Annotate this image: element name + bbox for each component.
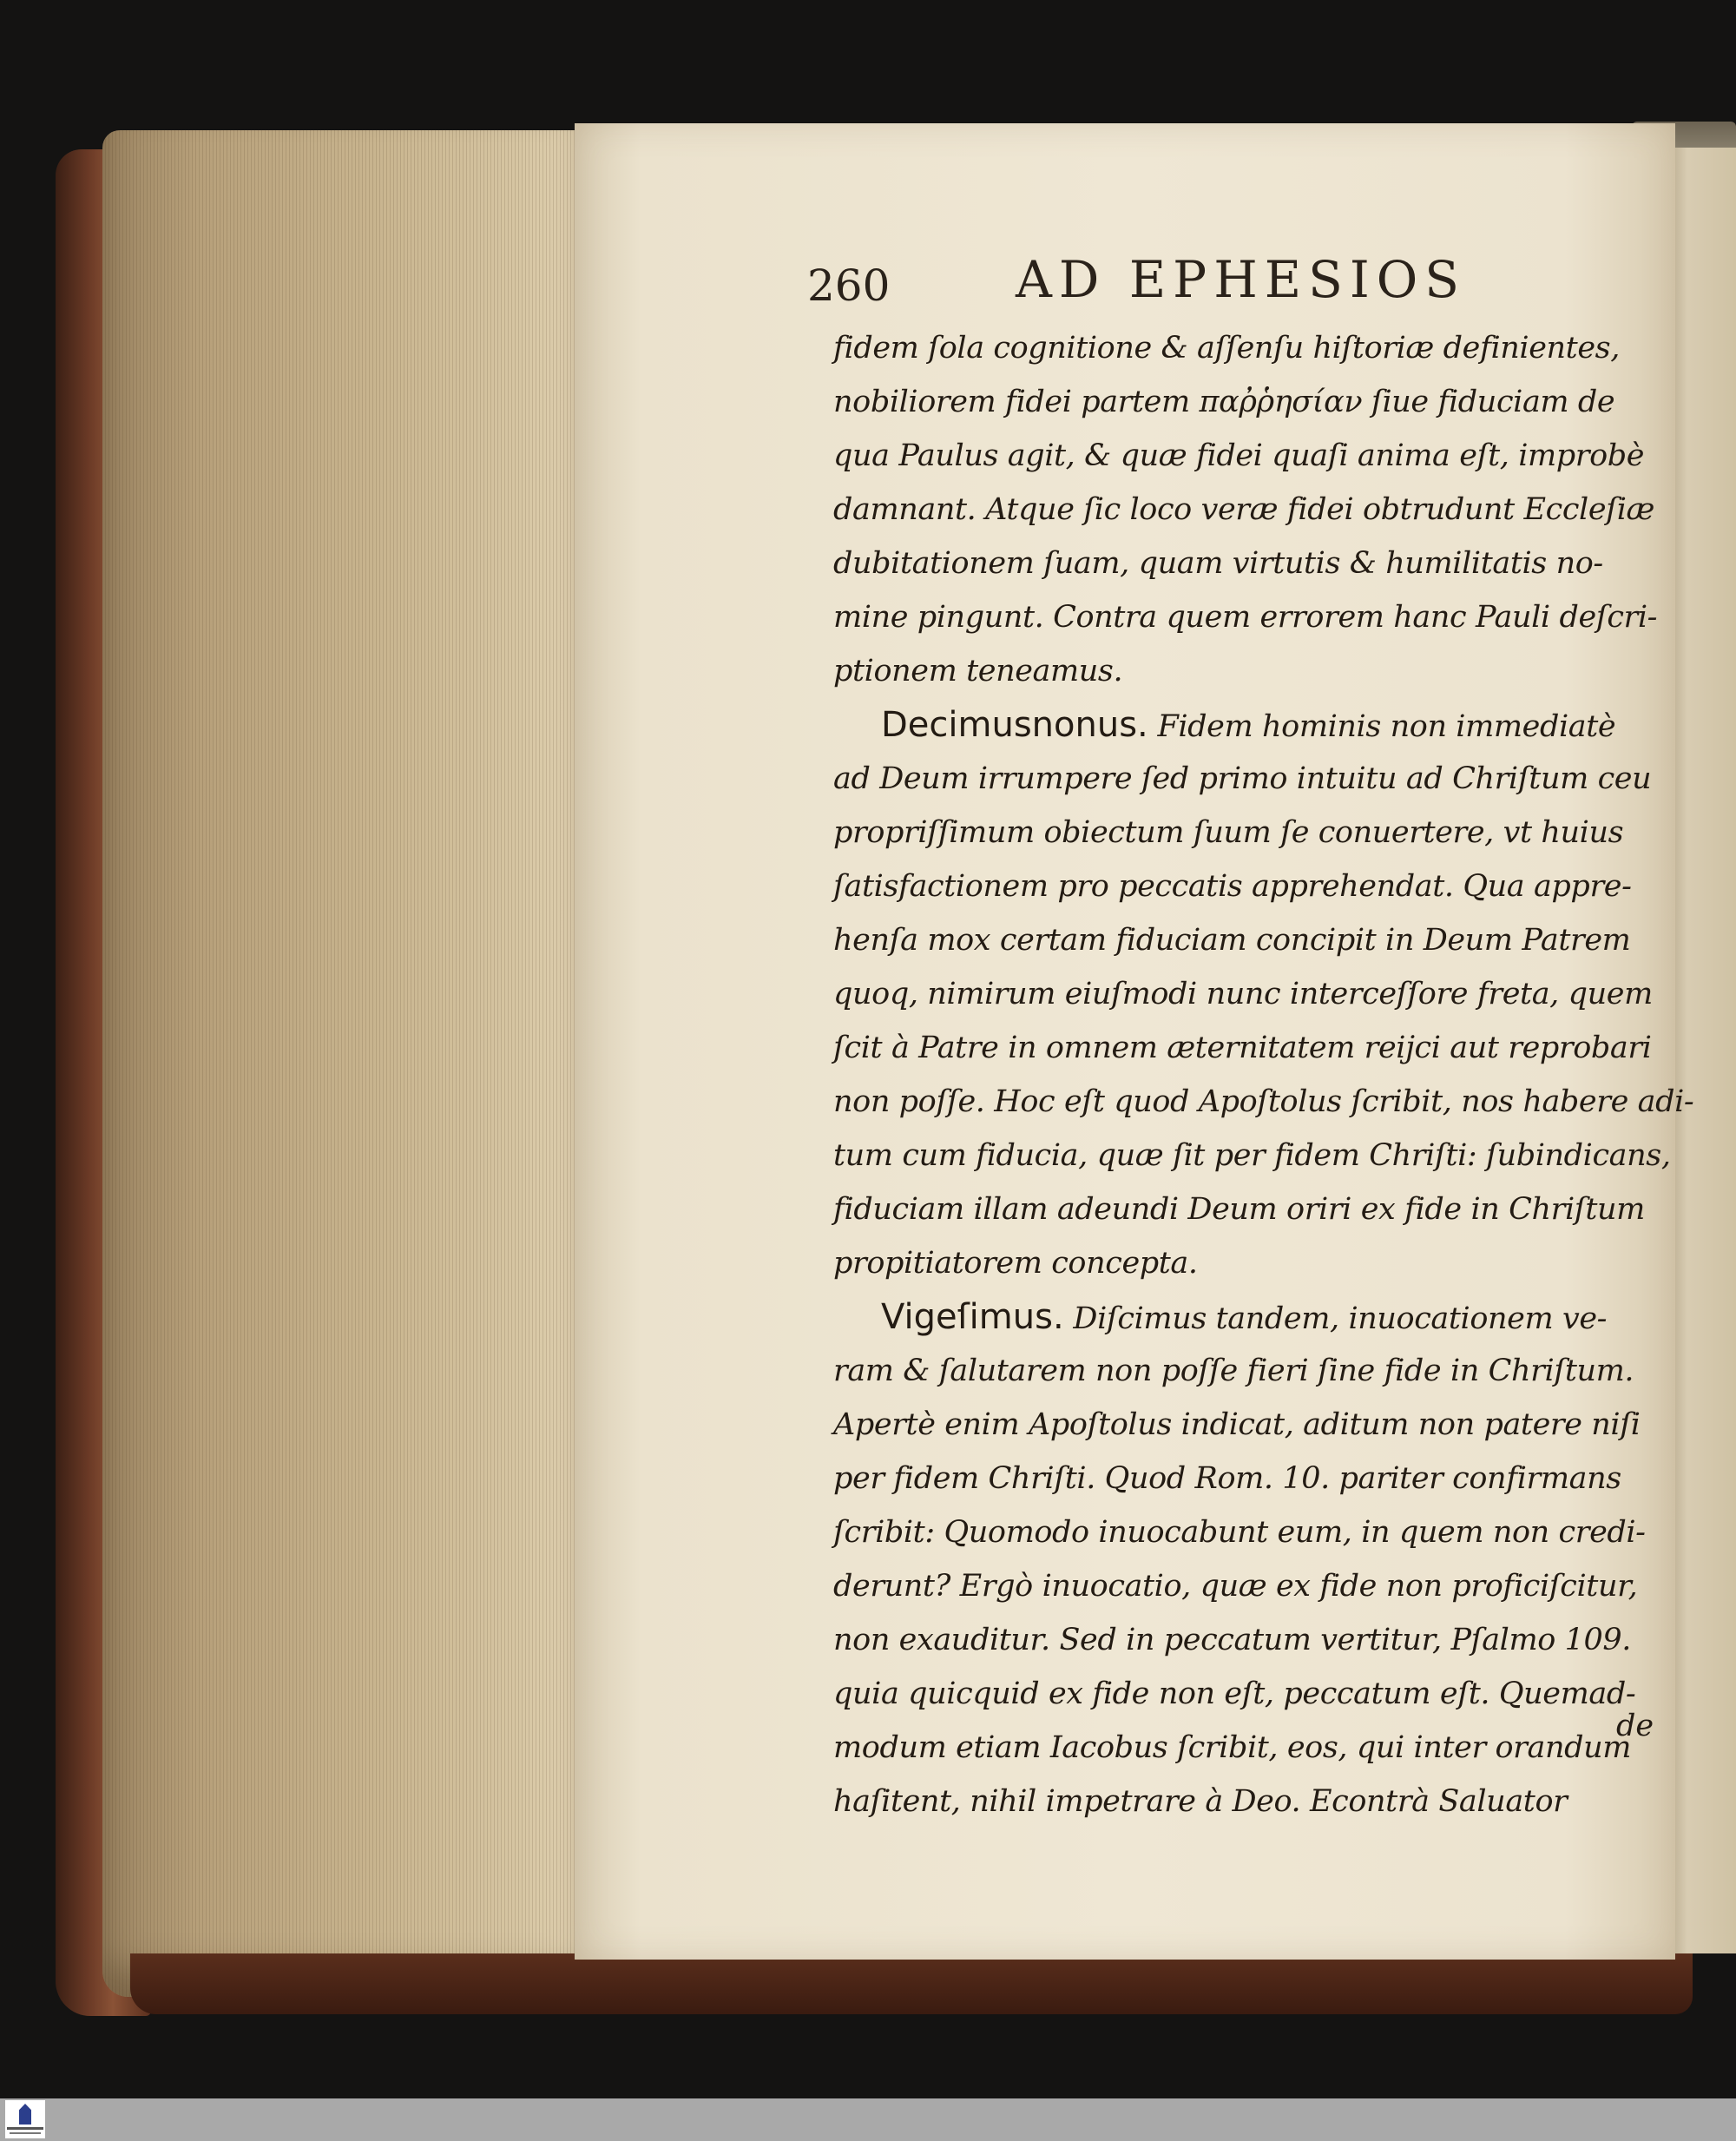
line-text: ram & ſalutarem non poſſe fieri ſine fide in Chriſtum. bbox=[833, 1354, 1634, 1388]
catchword: de bbox=[1616, 1709, 1654, 1743]
line-text: Fidem hominis non immediatè bbox=[1157, 709, 1616, 744]
text-line bbox=[833, 1559, 1649, 1613]
line-text: ad Deum irrumpere ſed primo intuitu ad Chriſtum ceu bbox=[833, 761, 1652, 796]
book-fore-edge bbox=[102, 130, 589, 1997]
line-text: propriſſimum obiectum ſuum ſe conuertere, vt huius bbox=[833, 815, 1624, 850]
line-text: non poſſe. Hoc eſt quod Apoſtolus ſcribit, nos habere adi- bbox=[833, 1084, 1694, 1119]
text-line bbox=[833, 1398, 1649, 1452]
line-text: mine pingunt. Contra quem errorem hanc Pauli deſcri- bbox=[833, 600, 1658, 635]
line-text: fidem ſola cognitione & aſſenſu hiſtoriæ definientes, bbox=[833, 331, 1620, 366]
line-text: quia quicquid ex fide non eſt, peccatum eſt. Quemad- bbox=[833, 1677, 1636, 1711]
text-line bbox=[833, 1075, 1694, 1129]
text-line bbox=[833, 1721, 1649, 1775]
viewer-footer-bar bbox=[0, 2098, 1736, 2141]
text-line bbox=[833, 1236, 1649, 1290]
text-line bbox=[833, 321, 1649, 375]
text-line bbox=[833, 1613, 1649, 1667]
text-line bbox=[833, 483, 1654, 537]
text-line bbox=[833, 1344, 1649, 1398]
text-line bbox=[833, 1182, 1649, 1236]
text-line bbox=[833, 537, 1649, 590]
text-line bbox=[833, 375, 1649, 429]
section-heading: Decimusnonus. bbox=[881, 705, 1148, 745]
text-line bbox=[833, 1667, 1649, 1721]
body-text bbox=[833, 321, 1694, 1828]
text-line bbox=[833, 752, 1652, 806]
line-text: Diſcimus tandem, inuocationem ve- bbox=[1073, 1301, 1608, 1336]
text-line bbox=[833, 1290, 1649, 1344]
line-text: tum cum fiducia, quæ ſit per fidem Chriſti: ſubindicans, bbox=[833, 1138, 1671, 1173]
line-text: haſitent, nihil impetrare à Deo. Econtrà Saluator bbox=[833, 1784, 1568, 1819]
line-text: quoq, nimirum eiuſmodi nunc interceſſore freta, quem bbox=[833, 977, 1653, 1011]
text-line bbox=[833, 1775, 1649, 1828]
text-line bbox=[833, 1452, 1649, 1505]
line-text: nobiliorem fidei partem παῤῥησίαν ſiue fiduciam de bbox=[833, 385, 1615, 419]
text-line bbox=[833, 1021, 1652, 1075]
text-line bbox=[833, 429, 1649, 483]
text-line bbox=[833, 806, 1649, 860]
book-cover-bottom bbox=[130, 1953, 1693, 2014]
line-text: henſa mox certam fiduciam concipit in Deum Patrem bbox=[833, 923, 1631, 958]
line-text: non exauditur. Sed in peccatum vertitur, Pſalmo 109. bbox=[833, 1623, 1631, 1657]
text-line bbox=[833, 1129, 1671, 1182]
text-line bbox=[833, 860, 1649, 913]
running-title: AD EPHESIOS bbox=[1016, 250, 1467, 309]
line-text: ptionem teneamus. bbox=[833, 654, 1123, 688]
library-logo bbox=[5, 2100, 45, 2138]
facing-page-edge bbox=[1667, 148, 1736, 1953]
text-line bbox=[833, 698, 1649, 752]
line-text: derunt? Ergò inuocatio, quæ ex fide non proficiſcitur, bbox=[833, 1569, 1638, 1604]
line-text: Apertè enim Apoſtolus indicat, aditum non patere niſi bbox=[833, 1407, 1641, 1442]
text-line bbox=[833, 590, 1658, 644]
line-text: qua Paulus agit, & quæ fidei quaſi anima eſt, improbè bbox=[833, 438, 1645, 473]
text-line bbox=[833, 644, 1649, 698]
page-number: 260 bbox=[807, 260, 891, 311]
text-line bbox=[833, 1505, 1649, 1559]
line-text: damnant. Atque ſic loco veræ fidei obtrudunt Eccleſiæ bbox=[833, 492, 1654, 527]
line-text: fiduciam illam adeundi Deum oriri ex fide in Chriſtum bbox=[833, 1192, 1645, 1227]
line-text: ſatisfactionem pro peccatis apprehendat. Qua appre- bbox=[833, 869, 1632, 904]
logo-text-line bbox=[7, 2127, 43, 2130]
line-text: propitiatorem concepta. bbox=[833, 1246, 1198, 1281]
logo-emblem-icon bbox=[19, 2104, 31, 2125]
logo-text-line bbox=[10, 2132, 41, 2134]
line-text: dubitationem ſuam, quam virtutis & humilitatis no- bbox=[833, 546, 1603, 581]
text-line bbox=[833, 913, 1649, 967]
line-text: ſcribit: Quomodo inuocabunt eum, in quem non credi- bbox=[833, 1515, 1646, 1550]
text-line bbox=[833, 967, 1653, 1021]
line-text: per fidem Chriſti. Quod Rom. 10. pariter confirmans bbox=[833, 1461, 1621, 1496]
line-text: ſcit à Patre in omnem æternitatem reijci aut reprobari bbox=[833, 1031, 1652, 1065]
line-text: modum etiam Iacobus ſcribit, eos, qui inter orandum bbox=[833, 1730, 1632, 1765]
section-heading: Vigeſimus. bbox=[881, 1297, 1064, 1337]
page-header bbox=[807, 250, 1467, 320]
